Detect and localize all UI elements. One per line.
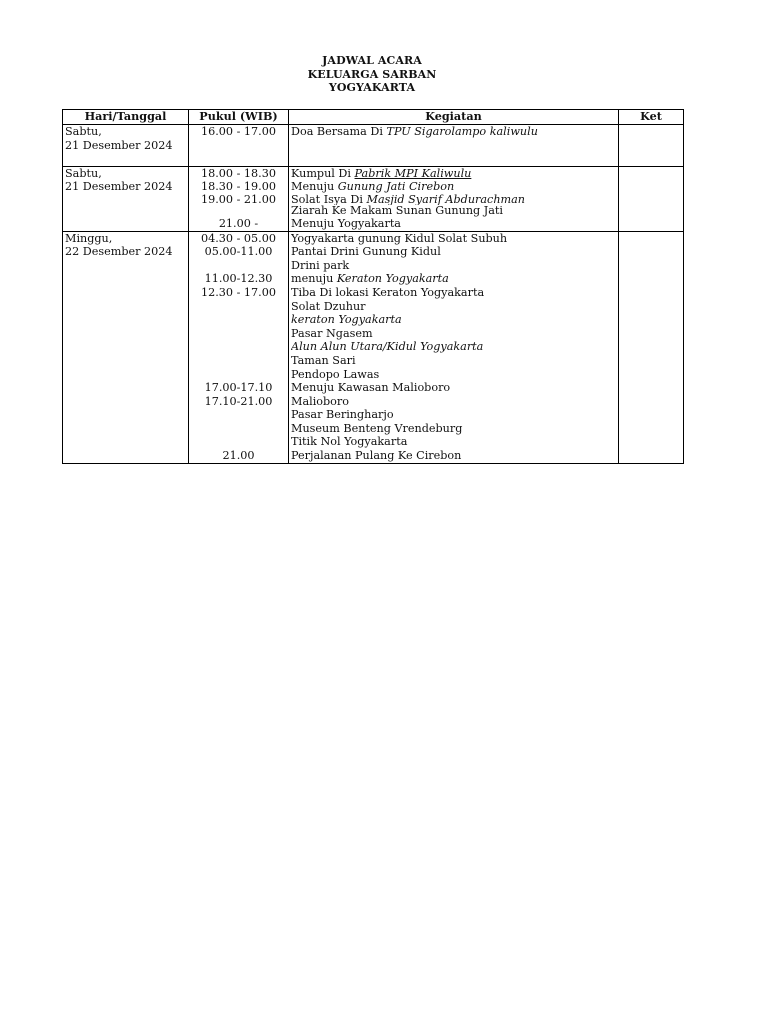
activity-line bbox=[291, 125, 616, 139]
activity-line bbox=[291, 259, 616, 273]
title-line-1: JADWAL ACARA bbox=[322, 54, 422, 67]
activity-text: Tiba Di lokasi Keraton Yogyakarta bbox=[291, 285, 485, 299]
activity-cell bbox=[289, 231, 619, 463]
table-row bbox=[63, 166, 684, 231]
activity-text: Solat Isya Di bbox=[291, 193, 367, 206]
time-text bbox=[191, 422, 286, 436]
time-text: 21.00 - bbox=[218, 216, 259, 230]
activity-text: Pabrik MPI Kaliwulu bbox=[354, 166, 472, 180]
activity-text: Gunung Jati Cirebon bbox=[337, 180, 455, 194]
day-cell bbox=[63, 166, 189, 231]
time-text bbox=[191, 327, 286, 341]
note-cell bbox=[619, 125, 684, 167]
day-cell bbox=[63, 125, 189, 167]
day-text: 22 Desember 2024 bbox=[65, 245, 173, 259]
note-cell bbox=[619, 231, 684, 463]
time-text bbox=[191, 152, 286, 166]
activity-line bbox=[291, 139, 616, 153]
activity-text: Taman Sari bbox=[291, 353, 356, 367]
time-text bbox=[191, 340, 286, 354]
time-text: 05.00-11.00 bbox=[204, 245, 273, 259]
header-activity: Kegiatan bbox=[289, 110, 619, 125]
time-text bbox=[191, 408, 286, 422]
activity-text: Titik Nol Yogyakarta bbox=[291, 435, 408, 449]
table-row bbox=[63, 231, 684, 463]
activity-line bbox=[291, 435, 616, 449]
activity-line bbox=[291, 408, 616, 422]
activity-text: Menuju bbox=[291, 180, 338, 194]
header-time: Pukul (WIB) bbox=[189, 110, 289, 125]
activity-text: Malioboro bbox=[291, 394, 349, 408]
header-note: Ket bbox=[619, 110, 684, 125]
time-text bbox=[191, 259, 286, 273]
activity-text: Pantai Drini Gunung Kidul bbox=[291, 245, 441, 259]
activity-text: Doa Bersama Di bbox=[291, 125, 387, 138]
time-text bbox=[191, 435, 286, 449]
time-cell bbox=[189, 125, 289, 167]
time-text: 16.00 - 17.00 bbox=[201, 125, 276, 138]
activity-text: Museum Benteng Vrendeburg bbox=[291, 421, 463, 435]
activity-text: Pasar Beringharjo bbox=[291, 408, 394, 422]
activity-text: Pasar Ngasem bbox=[291, 326, 373, 340]
activity-text: Masjid Syarif Abdurachman bbox=[366, 193, 526, 206]
activity-text: Solat Dzuhur bbox=[291, 299, 366, 313]
activity-line bbox=[291, 245, 616, 259]
activity-line bbox=[291, 232, 616, 246]
activity-text: Alun Alun Utara/Kidul Yogyakarta bbox=[291, 340, 484, 354]
header-day: Hari/Tanggal bbox=[63, 110, 189, 125]
time-text bbox=[191, 139, 286, 153]
activity-text: menuju bbox=[291, 272, 337, 286]
time-text: 17.10-21.00 bbox=[204, 394, 273, 408]
activity-line bbox=[291, 272, 616, 286]
activity-line bbox=[291, 194, 616, 206]
activity-text: Kumpul Di bbox=[291, 166, 355, 180]
table-row bbox=[63, 125, 684, 167]
activity-line bbox=[291, 205, 616, 217]
day-text: Sabtu, bbox=[65, 166, 102, 180]
activity-line bbox=[291, 152, 616, 166]
activity-cell bbox=[289, 166, 619, 231]
time-text bbox=[191, 354, 286, 368]
time-text: 21.00 bbox=[222, 449, 255, 463]
activity-text: Menuju Yogyakarta bbox=[291, 216, 401, 230]
note-cell bbox=[619, 166, 684, 231]
schedule-body bbox=[63, 125, 684, 464]
time-cell bbox=[189, 231, 289, 463]
time-text: 19.00 - 21.00 bbox=[201, 193, 276, 206]
time-text bbox=[191, 205, 286, 217]
time-text bbox=[191, 313, 286, 327]
time-cell bbox=[189, 166, 289, 231]
activity-line bbox=[291, 286, 616, 300]
day-text: 21 Desember 2024 bbox=[65, 138, 173, 152]
activity-line bbox=[291, 422, 616, 436]
day-text: Minggu, bbox=[65, 231, 113, 245]
activity-text: Pendopo Lawas bbox=[291, 367, 380, 381]
time-text: 11.00-12.30 bbox=[204, 272, 273, 286]
day-cell bbox=[63, 231, 189, 463]
title-line-2: KELUARGA SARBAN bbox=[307, 67, 437, 81]
activity-cell bbox=[289, 125, 619, 167]
title-line-3: YOGYAKARTA bbox=[328, 81, 416, 94]
activity-line bbox=[291, 449, 616, 463]
activity-text: Ziarah Ke Makam Sunan Gunung Jati bbox=[291, 205, 503, 217]
activity-text: Perjalanan Pulang Ke Cirebon bbox=[291, 449, 462, 463]
activity-line bbox=[291, 180, 616, 194]
activity-text: Drini park bbox=[291, 258, 350, 272]
time-text: 04.30 - 05.00 bbox=[201, 231, 276, 245]
day-text: 21 Desember 2024 bbox=[65, 180, 173, 194]
activity-line bbox=[291, 354, 616, 368]
time-text: 18.00 - 18.30 bbox=[201, 166, 276, 180]
activity-line bbox=[291, 395, 616, 409]
activity-text: TPU Sigarolampo kaliwulu bbox=[386, 125, 538, 138]
time-text: 12.30 - 17.00 bbox=[201, 285, 276, 299]
time-text bbox=[191, 368, 286, 382]
activity-text: Yogyakarta gunung Kidul Solat Subuh bbox=[291, 231, 508, 245]
time-text bbox=[191, 300, 286, 314]
activity-text: keraton Yogyakarta bbox=[291, 313, 402, 327]
schedule-table bbox=[62, 109, 684, 464]
activity-line bbox=[291, 368, 616, 382]
activity-line bbox=[291, 340, 616, 354]
activity-line bbox=[291, 381, 616, 395]
document-title bbox=[0, 54, 744, 95]
activity-line bbox=[291, 313, 616, 327]
activity-line bbox=[291, 167, 616, 181]
activity-line bbox=[291, 300, 616, 314]
activity-line bbox=[291, 327, 616, 341]
time-text: 17.00-17.10 bbox=[204, 381, 273, 395]
header-row bbox=[63, 110, 684, 125]
activity-text: Menuju Kawasan Malioboro bbox=[291, 381, 451, 395]
activity-line bbox=[291, 217, 616, 231]
activity-text: Keraton Yogyakarta bbox=[336, 272, 449, 286]
time-text: 18.30 - 19.00 bbox=[201, 180, 276, 194]
day-text: Sabtu, bbox=[65, 125, 102, 138]
